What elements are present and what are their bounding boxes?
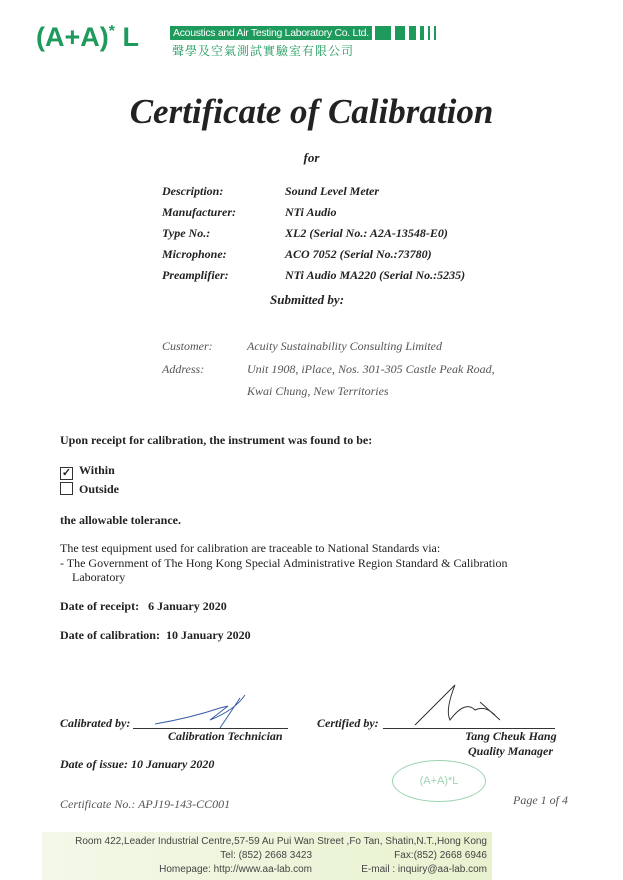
company-logo: (A+A)* L	[36, 22, 139, 52]
date-calibration-label: Date of calibration:	[60, 628, 160, 642]
date-calibration-value: 10 January 2020	[165, 628, 251, 642]
tolerance-text: the allowable tolerance.	[60, 513, 181, 527]
for-label: for	[303, 150, 320, 165]
date-receipt-value: 6 January 2020	[148, 599, 227, 613]
company-name-en: Acoustics and Air Testing Laboratory Co. Ltd.	[170, 26, 372, 40]
instrument-value: NTi Audio	[285, 205, 337, 219]
option-label: Within	[79, 463, 115, 477]
footer-email: E-mail : inquiry@aa-lab.com	[361, 864, 487, 875]
company-stamp: (A+A)*L	[392, 760, 486, 802]
option-outside	[60, 482, 119, 497]
calibrated-by-label: Calibrated by:	[60, 716, 131, 730]
certifier-role: Quality Manager	[468, 744, 554, 758]
certificate-number: Certificate No.: APJ19-143-CC001	[60, 797, 231, 811]
company-name-zh: 聲學及空氣測試實驗室有限公司	[172, 44, 355, 58]
date-receipt-label: Date of receipt:	[60, 599, 140, 613]
address-label: Address:	[162, 362, 205, 376]
page-number: Page 1 of 4	[513, 793, 568, 807]
instrument-value: XL2 (Serial No.: A2A-13548-E0)	[285, 226, 448, 240]
instrument-label: Microphone:	[162, 247, 227, 261]
footer-tel: Tel: (852) 2668 3423	[220, 850, 312, 861]
footer-address: Room 422,Leader Industrial Centre,57-59 Au Pui Wan Street ,Fo Tan, Shatin,N.T.,Hong Kong	[75, 836, 487, 847]
option-label: Outside	[79, 482, 120, 496]
submitted-by-heading: Submitted by:	[270, 292, 345, 307]
logo-bars	[375, 26, 436, 40]
customer-value: Acuity Sustainability Consulting Limited	[247, 339, 442, 353]
page-title: Certificate of Calibration	[129, 92, 494, 131]
receipt-statement: Upon receipt for calibration, the instrument was found to be:	[60, 433, 373, 447]
traceability-text: The test equipment used for calibration are traceable to National Standards via:	[60, 541, 441, 555]
footer-contact	[42, 832, 492, 880]
instrument-value: Sound Level Meter	[285, 184, 379, 198]
trace-item-cont: Laboratory	[72, 570, 126, 584]
instrument-value: ACO 7052 (Serial No.:73780)	[285, 247, 432, 261]
technician-signature	[150, 690, 260, 730]
customer-label: Customer:	[162, 339, 213, 353]
manager-signature	[405, 680, 515, 730]
footer-fax: Fax:(852) 2668 6946	[394, 850, 487, 861]
certifier-name: Tang Cheuk Hang	[465, 729, 557, 743]
checkbox-checked-icon: ✓	[61, 467, 72, 479]
instrument-label: Preamplifier:	[162, 268, 229, 282]
option-within	[60, 463, 115, 480]
trace-item: - The Government of The Hong Kong Special Administrative Region Standard & Calibration	[60, 556, 508, 570]
date-of-issue: Date of issue: 10 January 2020	[60, 757, 215, 771]
address-line2: Kwai Chung, New Territories	[247, 384, 389, 398]
calibration-role: Calibration Technician	[168, 729, 283, 743]
instrument-value: NTi Audio MA220 (Serial No.:5235)	[285, 268, 466, 282]
address-line1: Unit 1908, iPlace, Nos. 301-305 Castle Peak Road,	[247, 362, 495, 376]
instrument-label: Description:	[162, 184, 224, 198]
instrument-label: Type No.:	[162, 226, 211, 240]
footer-homepage: Homepage: http://www.aa-lab.com	[159, 864, 312, 875]
certified-by-label: Certified by:	[317, 716, 379, 730]
instrument-label: Manufacturer:	[162, 205, 237, 219]
checkbox-empty-icon	[60, 482, 73, 495]
